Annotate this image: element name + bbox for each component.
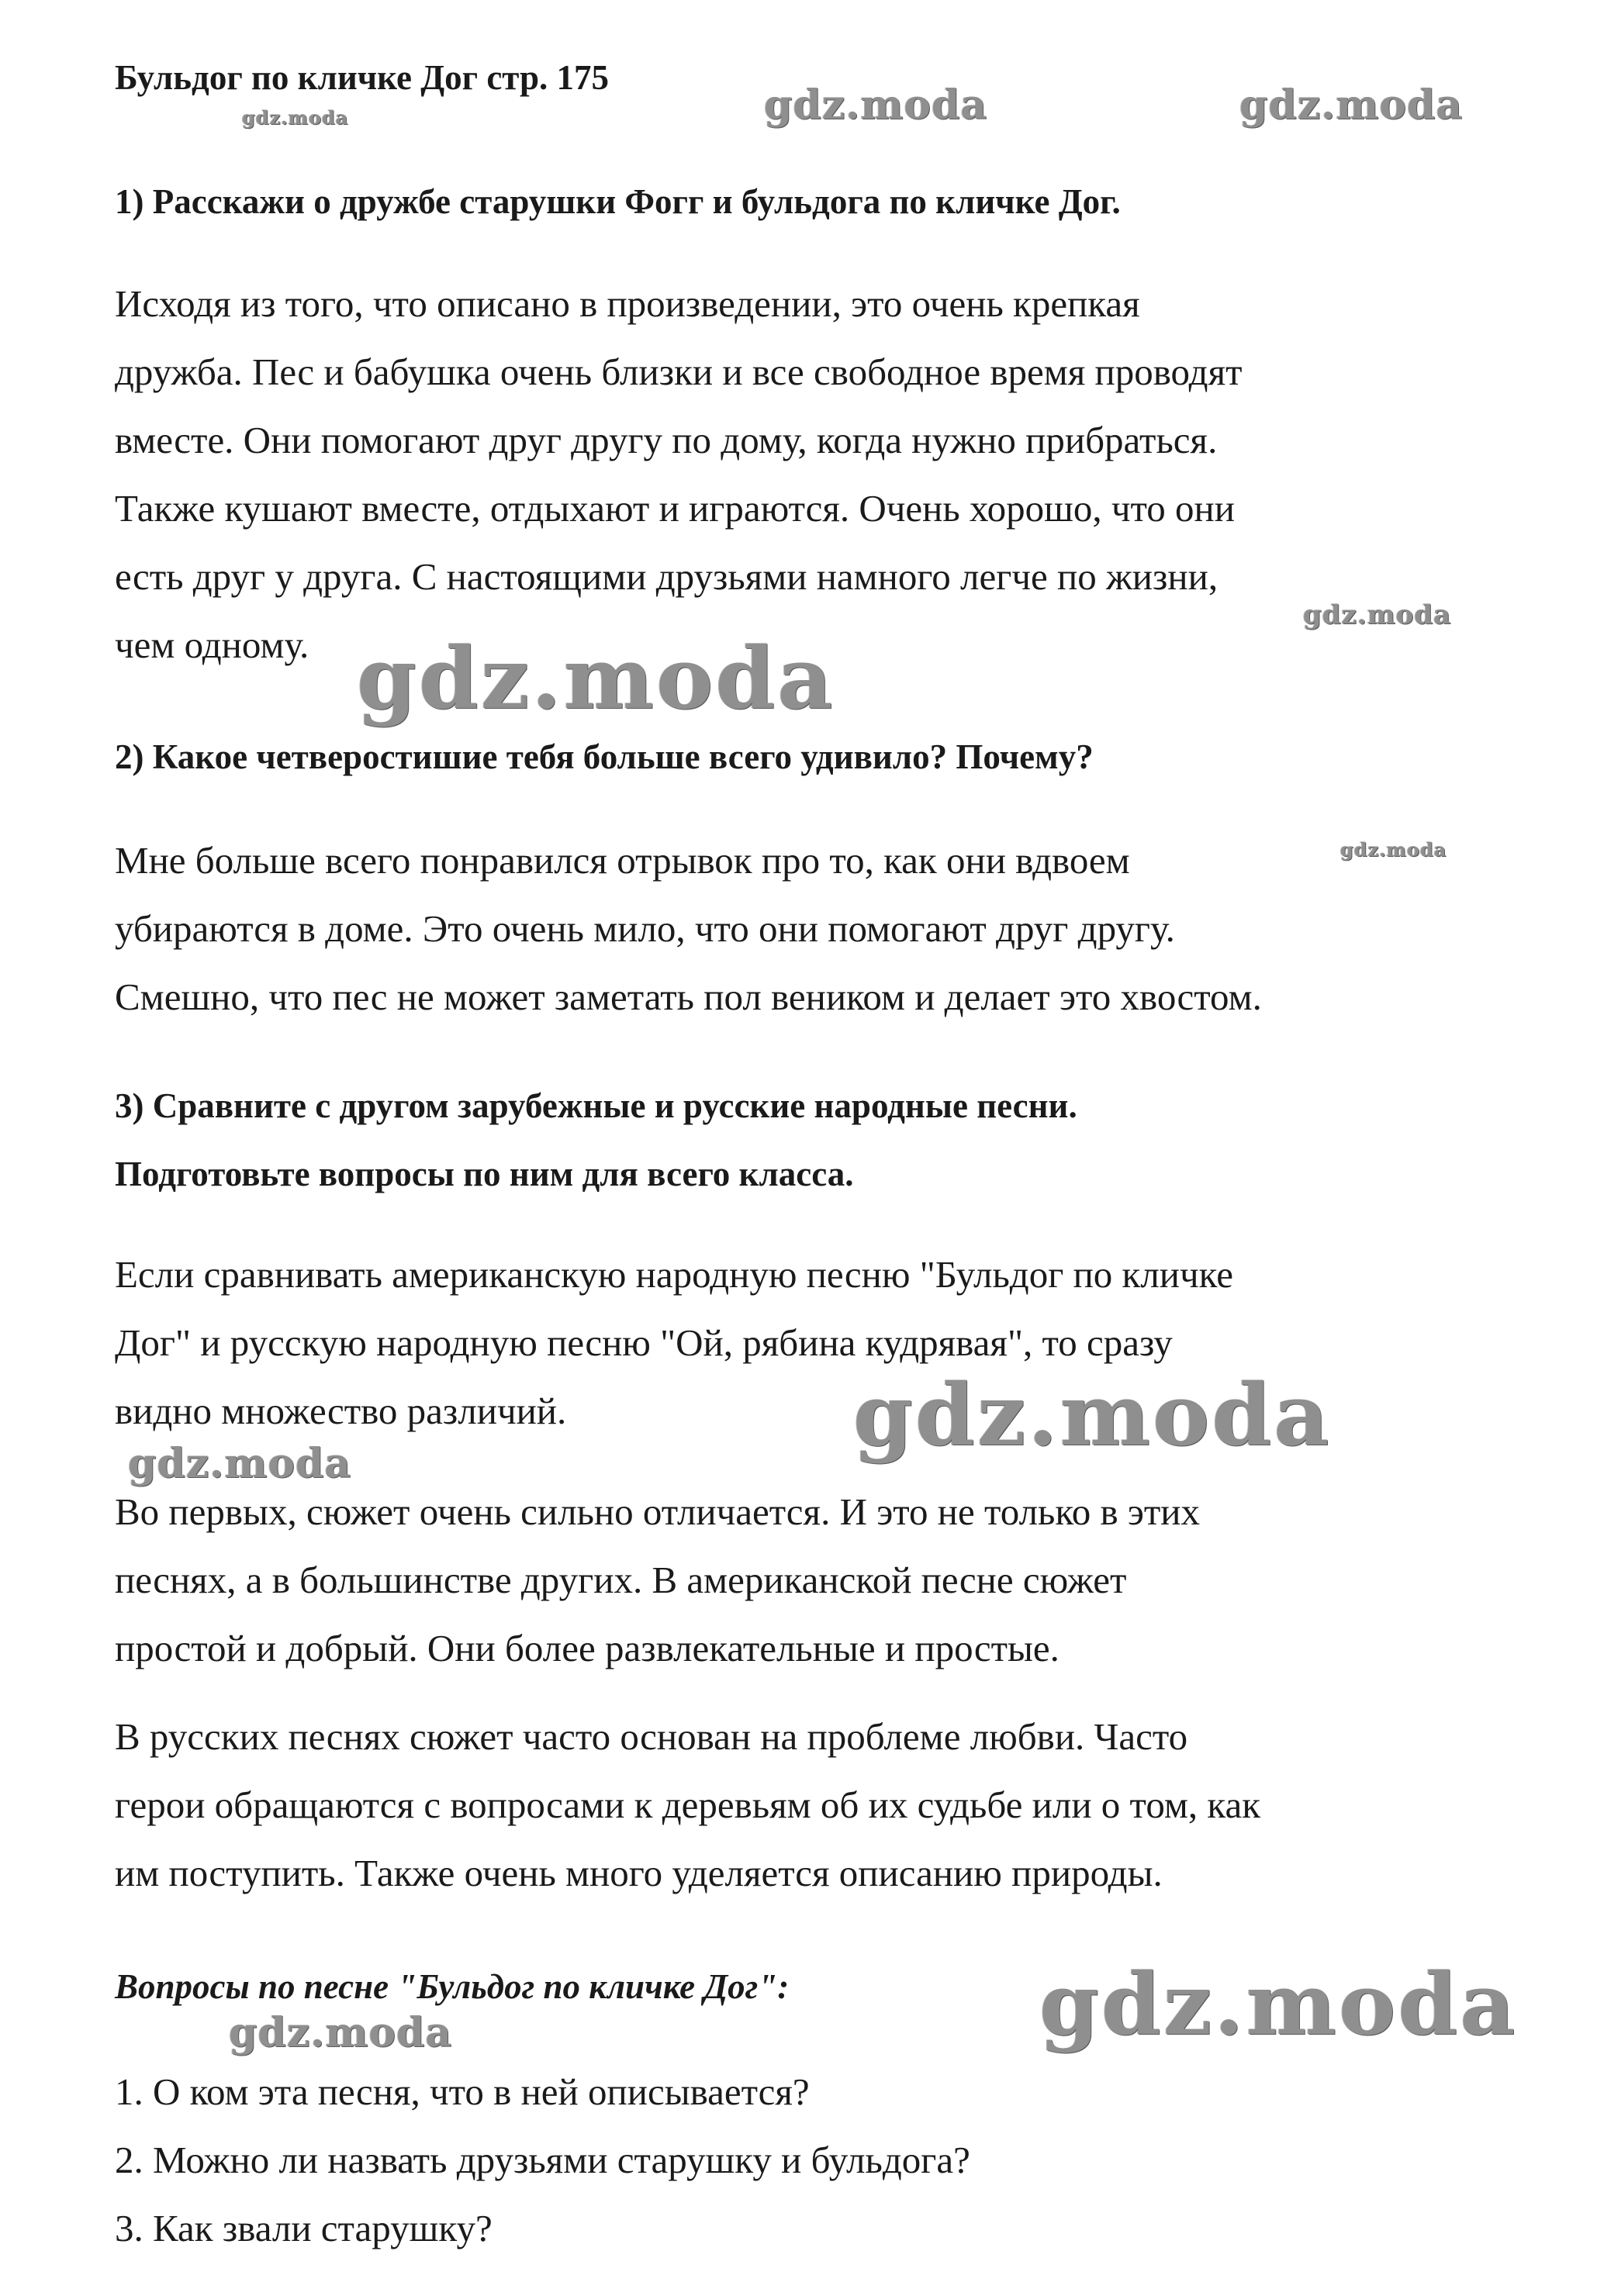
section1-line: Исходя из того, что описано в произведении, это очень крепкая [115,282,1140,325]
watermark: gdz.moda [853,1365,1332,1465]
watermark: gdz.moda [1039,1954,1518,2054]
section2-line: убираются в доме. Это очень мило, что они помогают друг другу. [115,907,1175,950]
watermark: gdz.moda [242,106,349,129]
section3-line: песнях, а в большинстве других. В американской песне сюжет [115,1559,1127,1601]
section1-answer [115,270,1495,679]
question-item: 3. Как звали старушку? [115,2207,493,2249]
section3-heading-line: Подготовьте вопросы по ним для всего класса. [115,1155,854,1193]
section2-line: Смешно, что пес не может заметать пол веником и делает это хвостом. [115,975,1262,1018]
section2-answer [115,827,1495,1031]
section1-heading: 1) Расскажи о дружбе старушки Фогг и бульдога по кличке Дог. [115,182,1121,221]
question-item: 1. О ком эта песня, что в ней описывается? [115,2070,810,2113]
section3-line: В русских песнях сюжет часто основан на проблеме любви. Часто [115,1715,1188,1758]
section3-line: видно множество различий. [115,1390,567,1432]
section3-heading-line: 3) Сравните с другом зарубежные и русские народные песни. [115,1086,1077,1125]
section2-line: Мне больше всего понравился отрывок про то, как они вдвоем [115,839,1130,882]
watermark: gdz.moda [1239,81,1464,129]
section2-heading: 2) Какое четверостишие тебя больше всего удивило? Почему? [115,737,1094,776]
questions-heading: Вопросы по песне "Бульдог по кличке Дог": [115,1967,790,2006]
watermark: gdz.moda [128,1440,352,1487]
section1-line: Также кушают вместе, отдыхают и играются. Очень хорошо, что они [115,487,1235,530]
watermark: gdz.moda [229,2009,453,2056]
section3-line: им поступить. Также очень много уделяется описанию природы. [115,1852,1163,1894]
section1-line: вместе. Они помогают друг другу по дому, когда нужно прибраться. [115,419,1218,461]
section3-line: Дог" и русскую народную песню "Ой, рябина кудрявая", то сразу [115,1321,1173,1364]
section3-line: Во первых, сюжет очень сильно отличается. И это не только в этих [115,1490,1201,1533]
watermark: gdz.moda [764,81,988,129]
section3-heading [115,1072,1077,1208]
section3-line: простой и добрый. Они более развлекательные и простые. [115,1627,1059,1669]
watermark: gdz.moda [1340,838,1447,861]
section1-line: чем одному. [115,623,309,666]
page-title: Бульдог по кличке Дог стр. 175 [115,58,609,97]
section1-line: дружба. Пес и бабушка очень близки и все свободное время проводят [115,350,1243,393]
section3-line: Если сравнивать американскую народную песню "Бульдог по кличке [115,1253,1234,1296]
question-item: 2. Можно ли назвать друзьями старушку и бульдога? [115,2139,970,2181]
section3-paragraph-3 [115,1703,1495,1908]
watermark: gdz.moda [1303,599,1452,630]
section1-line: есть друг у друга. С настоящими друзьями намного легче по жизни, [115,555,1218,598]
section3-paragraph-2 [115,1478,1495,1683]
section3-line: герои обращаются с вопросами к деревьям об их судьбе или о том, как [115,1783,1261,1826]
watermark: gdz.moda [357,628,835,728]
